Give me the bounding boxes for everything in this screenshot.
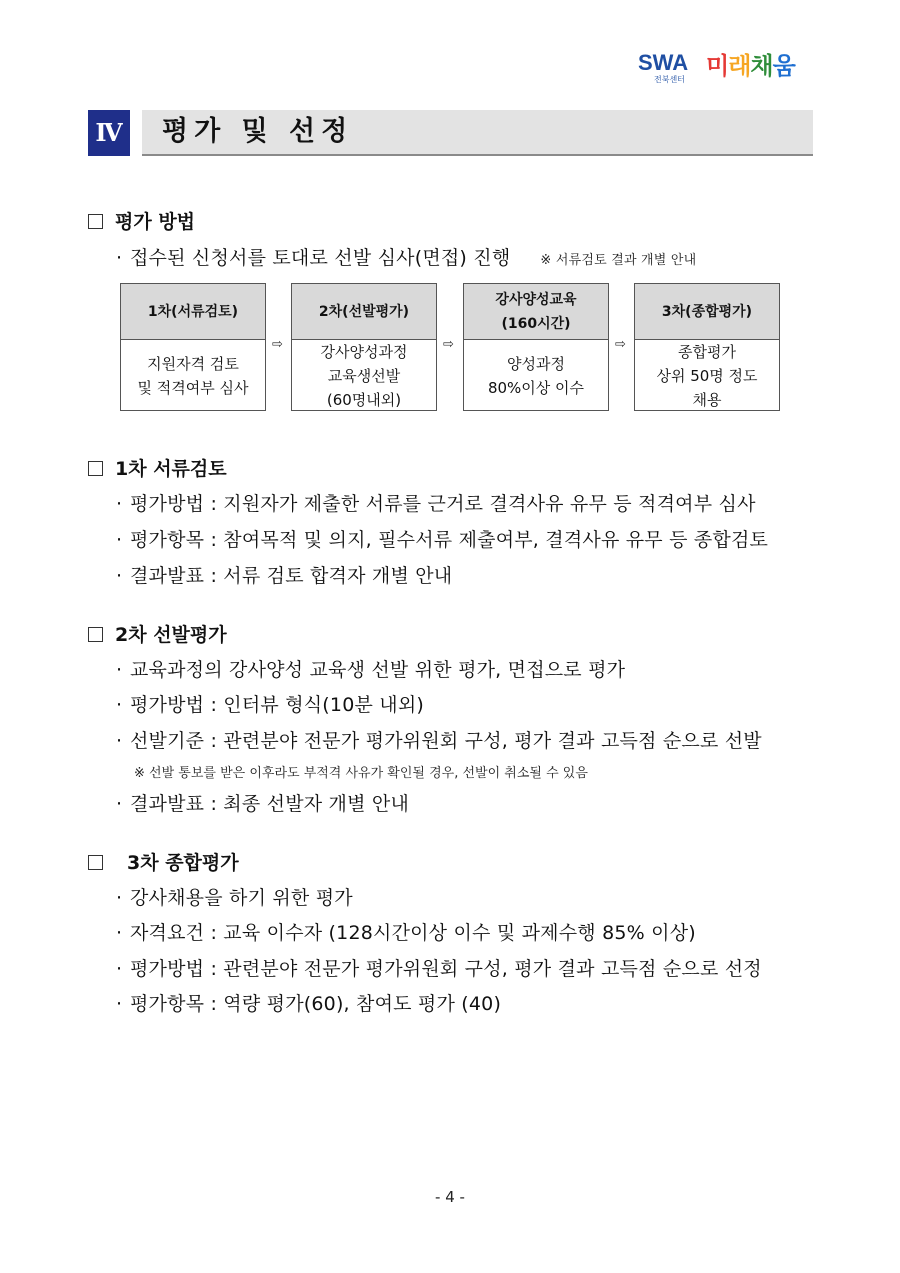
bullet-dot-icon: ·: [116, 529, 123, 551]
bullet-dot-icon: ·: [116, 993, 123, 1015]
flow-step-body: 지원자격 검토 및 적격여부 심사: [137, 355, 249, 397]
bullet-dot-icon: ·: [116, 659, 123, 681]
checkbox-square-icon: [88, 214, 103, 229]
flow-step-head: 1차(서류검토): [121, 284, 265, 340]
flow-step-body: 양성과정 80%이상 이수: [487, 355, 585, 397]
flow-step-body: 종합평가 상위 50명 정도 채용: [656, 343, 758, 409]
second-note: ※ 선발 통보를 받은 이후라도 부적격 사유가 확인될 경우, 선발이 취소될 수 있음: [134, 766, 588, 781]
bullet-dot-icon: ·: [116, 694, 123, 716]
flow-step-2: [291, 283, 437, 411]
section-title: 평가 및 선정: [162, 116, 354, 147]
section-number: Ⅳ: [88, 110, 130, 156]
flow-step-head: 3차(종합평가): [635, 284, 779, 340]
heading-third-evaluation: 3차 종합평가: [88, 848, 239, 875]
checkbox-square-icon: [88, 461, 103, 476]
checkbox-square-icon: [88, 855, 103, 870]
method-note: ※ 서류검토 결과 개별 안내: [540, 253, 697, 268]
logo-sub: 전북센터: [654, 75, 685, 84]
heading-second-selection: 2차 선발평가: [88, 620, 227, 647]
swa-logo: [636, 44, 808, 86]
logo-slogan: 미래채움: [706, 52, 795, 80]
third-item: · 평가방법 : 관련분야 전문가 평가위원회 구성, 평가 결과 고득점 순으로 선정: [116, 958, 762, 980]
bullet-dot-icon: ·: [116, 887, 123, 909]
flow-step-1: [120, 283, 266, 411]
flow-step-head: 강사양성교육 (160시간): [464, 284, 608, 340]
third-item: · 강사채용을 하기 위한 평가: [116, 887, 353, 909]
flow-step-3: [463, 283, 609, 411]
first-item: · 평가항목 : 참여목적 및 의지, 필수서류 제출여부, 결격사유 유무 등 종합검토: [116, 529, 769, 551]
selection-flow: [120, 283, 780, 413]
heading-method: 평가 방법: [88, 207, 195, 234]
flow-step-body: 강사양성과정 교육생선발 (60명내외): [320, 343, 408, 409]
flow-step-head: 2차(선발평가): [292, 284, 436, 340]
arrow-right-icon: ⇨: [443, 337, 454, 352]
arrow-right-icon: ⇨: [615, 337, 626, 352]
arrow-right-icon: ⇨: [272, 337, 283, 352]
first-item: · 결과발표 : 서류 검토 합격자 개별 안내: [116, 565, 453, 587]
bullet-dot-icon: ·: [116, 922, 123, 944]
bullet-dot-icon: ·: [116, 247, 123, 269]
bullet-dot-icon: ·: [116, 958, 123, 980]
section-title-bar: [142, 110, 813, 156]
bullet-dot-icon: ·: [116, 793, 123, 815]
heading-first-review: 1차 서류검토: [88, 454, 227, 481]
flow-step-4: [634, 283, 780, 411]
bullet-method: · 접수된 신청서를 토대로 선발 심사(면접) 진행 ※ 서류검토 결과 개별 안내: [116, 247, 697, 269]
third-item: · 자격요건 : 교육 이수자 (128시간이상 이수 및 과제수행 85% 이상): [116, 922, 696, 944]
second-item: · 평가방법 : 인터뷰 형식(10분 내외): [116, 694, 425, 716]
bullet-dot-icon: ·: [116, 565, 123, 587]
bullet-dot-icon: ·: [116, 730, 123, 752]
section-header: [88, 110, 813, 156]
logo-brand: SWA: [638, 50, 689, 75]
first-item: · 평가방법 : 지원자가 제출한 서류를 근거로 결격사유 유무 등 적격여부 심사: [116, 493, 756, 515]
second-item: · 결과발표 : 최종 선발자 개별 안내: [116, 793, 410, 815]
checkbox-square-icon: [88, 627, 103, 642]
bullet-dot-icon: ·: [116, 493, 123, 515]
third-item: · 평가항목 : 역량 평가(60), 참여도 평가 (40): [116, 993, 502, 1015]
page-number: - 4 -: [435, 1188, 465, 1206]
second-item: · 선발기준 : 관련분야 전문가 평가위원회 구성, 평가 결과 고득점 순으로 선발: [116, 730, 762, 752]
second-item: · 교육과정의 강사양성 교육생 선발 위한 평가, 면접으로 평가: [116, 659, 626, 681]
